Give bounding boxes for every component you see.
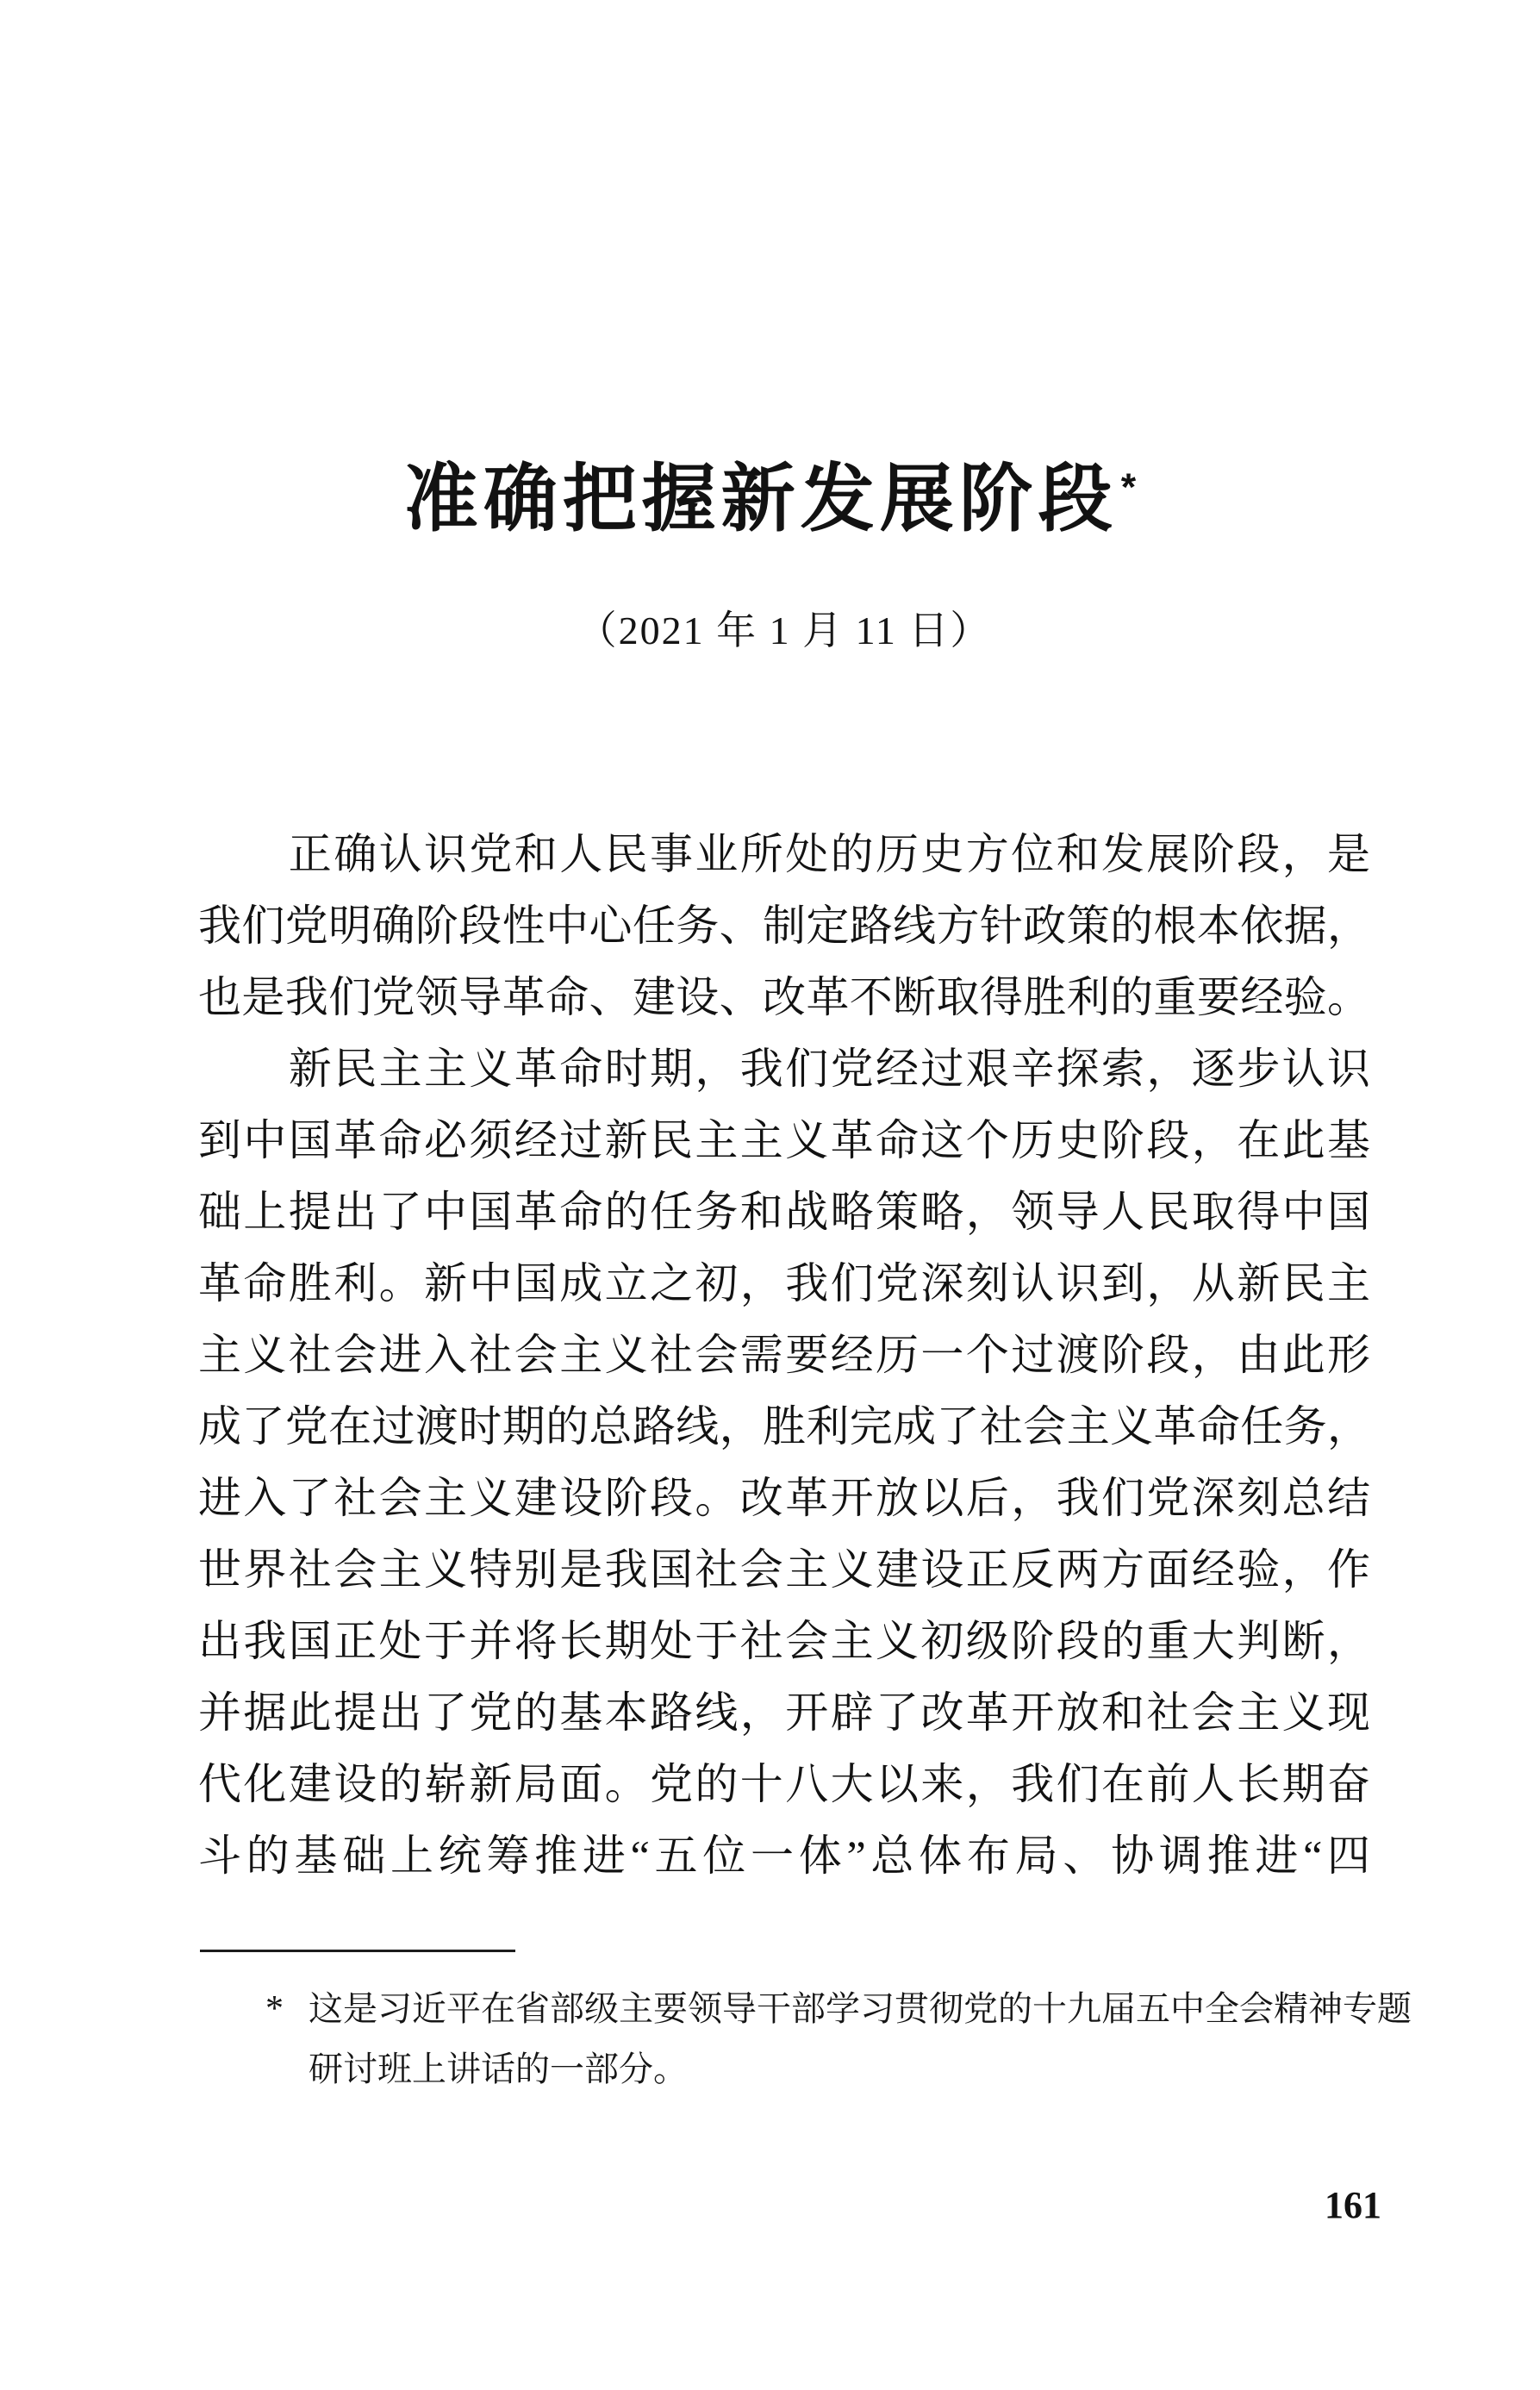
footnote-text-line: 这是习近平在省部级主要领导干部学习贯彻党的十九届五中全会精神专题 xyxy=(309,1989,1412,2028)
body-text-line: 斗的基础上统筹推进“五位一体”总体布局、协调推进“四 xyxy=(198,1832,1370,1880)
body-text-line: 并据此提出了党的基本路线，开辟了改革开放和社会主义现 xyxy=(198,1688,1370,1737)
body-text-line: 成了党在过渡时期的总路线，胜利完成了社会主义革命任务， xyxy=(198,1402,1370,1451)
page-title xyxy=(0,454,1540,557)
body-text-line: 到中国革命必须经过新民主主义革命这个历史阶段，在此基 xyxy=(198,1116,1370,1164)
body-text-line: 正确认识党和人民事业所处的历史方位和发展阶段，是 xyxy=(198,830,1370,878)
body-text-line: 代化建设的崭新局面。党的十八大以来，我们在前人长期奋 xyxy=(198,1760,1370,1808)
footnote-text-line: 研讨班上讲话的一部分。 xyxy=(309,2050,688,2088)
body-text-line: 新民主主义革命时期，我们党经过艰辛探索，逐步认识 xyxy=(198,1045,1370,1093)
body-text-line: 革命胜利。新中国成立之初，我们党深刻认识到，从新民主 xyxy=(198,1259,1370,1307)
date-line: （2021 年 1 月 11 日） xyxy=(577,608,992,652)
body-text-line: 世界社会主义特别是我国社会主义建设正反两方面经验，作 xyxy=(198,1545,1370,1594)
body-text-line: 进入了社会主义建设阶段。改革开放以后，我们党深刻总结 xyxy=(198,1474,1370,1522)
body-text-line: 主义社会进入社会主义社会需要经历一个过渡阶段，由此形 xyxy=(198,1331,1370,1379)
body-text xyxy=(198,819,1370,1892)
body-text-line: 也是我们党领导革命、建设、改革不断取得胜利的重要经验。 xyxy=(198,973,1370,1021)
body-text-line: 础上提出了中国革命的任务和战略策略，领导人民取得中国 xyxy=(198,1188,1370,1236)
footnote xyxy=(265,1979,1412,2100)
footnote-marker: * xyxy=(265,1989,284,2029)
body-text-line: 我们党明确阶段性中心任务、制定路线方针政策的根本依据， xyxy=(198,902,1370,950)
page-title-text: 准确把握新发展阶段 xyxy=(403,458,1118,540)
page-number: 161 xyxy=(1325,2184,1381,2226)
footnote-text xyxy=(309,1979,1410,2100)
body-text-line: 出我国正处于并将长期处于社会主义初级阶段的重大判断， xyxy=(198,1617,1370,1665)
footnote-divider xyxy=(200,1950,515,1952)
title-footnote-marker: * xyxy=(1120,466,1137,509)
